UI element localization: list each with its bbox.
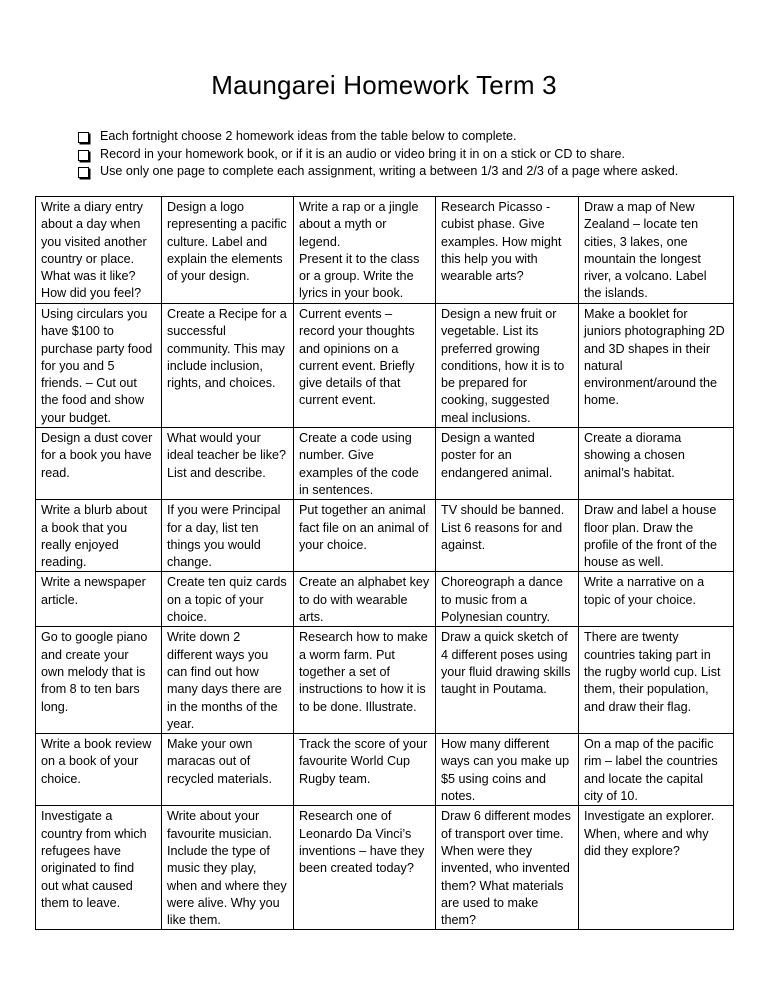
table-row	[36, 197, 734, 304]
homework-cell: Draw a map of New Zealand – locate ten cities, 3 lakes, one mountain the longest river, a volcano. Label the islands.	[579, 197, 734, 304]
homework-cell: If you were Principal for a day, list ten things you would change.	[162, 500, 294, 572]
homework-cell: What would your ideal teacher be like? List and describe.	[162, 428, 294, 500]
checkbox-bullet-icon	[78, 167, 89, 178]
homework-cell: Write about your favourite musician. Include the type of music they play, when and where they were alive. Why you like them.	[162, 806, 294, 930]
homework-cell: Create a Recipe for a successful community. This may include inclusion, rights, and choices.	[162, 304, 294, 428]
homework-cell: Research how to make a worm farm. Put together a set of instructions to how it is to be done. Illustrate.	[294, 627, 436, 734]
homework-cell: Write a diary entry about a day when you visited another country or place. What was it like? How did you feel?	[36, 197, 162, 304]
homework-cell: Draw a quick sketch of 4 different poses using your fluid drawing skills taught in Poutama.	[436, 627, 579, 734]
homework-cell: Go to google piano and create your own melody that is from 8 to ten bars long.	[36, 627, 162, 734]
homework-cell: Research Picasso - cubist phase. Give examples. How might this help you with wearable arts?	[436, 197, 579, 304]
homework-cell: TV should be banned. List 6 reasons for and against.	[436, 500, 579, 572]
homework-cell: Design a new fruit or vegetable. List its preferred growing conditions, how it is to be prepared for cooking, suggested meal inclusions.	[436, 304, 579, 428]
homework-cell: Write a rap or a jingle about a myth or legend. Present it to the class or a group. Write the lyrics in your book.	[294, 197, 436, 304]
instruction-text: Each fortnight choose 2 homework ideas from the table below to complete.	[100, 129, 517, 143]
checkbox-bullet-icon	[78, 150, 89, 161]
homework-cell: Choreograph a dance to music from a Polynesian country.	[436, 572, 579, 627]
homework-cell: Design a wanted poster for an endangered animal.	[436, 428, 579, 500]
homework-cell: On a map of the pacific rim – label the countries and locate the capital city of 10.	[579, 734, 734, 806]
homework-cell: Design a logo representing a pacific culture. Label and explain the elements of your design.	[162, 197, 294, 304]
table-row	[36, 304, 734, 428]
homework-cell: Create a code using number. Give examples of the code in sentences.	[294, 428, 436, 500]
page-title: Maungarei Homework Term 3	[211, 70, 557, 100]
checkbox-bullet-icon	[78, 132, 89, 143]
table-row	[36, 572, 734, 627]
homework-cell: Create ten quiz cards on a topic of your choice.	[162, 572, 294, 627]
homework-cell: Make a booklet for juniors photographing 2D and 3D shapes in their natural environment/around the home.	[579, 304, 734, 428]
homework-cell: Using circulars you have $100 to purchase party food for you and 5 friends. – Cut out the food and show your budget.	[36, 304, 162, 428]
homework-cell: Write a book review on a book of your choice.	[36, 734, 162, 806]
table-row	[36, 627, 734, 734]
homework-cell: How many different ways can you make up $5 using coins and notes.	[436, 734, 579, 806]
homework-cell: Write a narrative on a topic of your choice.	[579, 572, 734, 627]
homework-cell: Write a newspaper article.	[36, 572, 162, 627]
homework-cell: Create an alphabet key to do with wearable arts.	[294, 572, 436, 627]
table-row	[36, 734, 734, 806]
homework-cell: Draw 6 different modes of transport over time. When were they invented, who invented them? What materials are used to make them?	[436, 806, 579, 930]
homework-cell: Write a blurb about a book that you really enjoyed reading.	[36, 500, 162, 572]
homework-cell: There are twenty countries taking part in the rugby world cup. List them, their population, and draw their flag.	[579, 627, 734, 734]
homework-cell: Draw and label a house floor plan. Draw the profile of the front of the house as well.	[579, 500, 734, 572]
homework-cell: Research one of Leonardo Da Vinci’s inventions – have they been created today?	[294, 806, 436, 930]
table-row	[36, 806, 734, 930]
homework-cell: Design a dust cover for a book you have read.	[36, 428, 162, 500]
instruction-item	[78, 128, 678, 146]
instruction-text: Use only one page to complete each assignment, writing a between 1/3 and 2/3 of a page where asked.	[100, 164, 679, 178]
homework-cell: Investigate an explorer. When, where and why did they explore?	[579, 806, 734, 930]
homework-grid	[35, 196, 734, 930]
instructions-list	[78, 128, 678, 181]
homework-cell: Make your own maracas out of recycled materials.	[162, 734, 294, 806]
instruction-item	[78, 163, 678, 181]
homework-cell: Investigate a country from which refugees have originated to find out what caused them to leave.	[36, 806, 162, 930]
table-row	[36, 500, 734, 572]
homework-cell: Create a diorama showing a chosen animal’s habitat.	[579, 428, 734, 500]
instruction-item	[78, 146, 678, 164]
homework-cell: Current events – record your thoughts and opinions on a current event. Briefly give details of that current event.	[294, 304, 436, 428]
table-row	[36, 428, 734, 500]
homework-cell: Write down 2 different ways you can find out how many days there are in the months of the year.	[162, 627, 294, 734]
homework-cell: Put together an animal fact file on an animal of your choice.	[294, 500, 436, 572]
homework-cell: Track the score of your favourite World Cup Rugby team.	[294, 734, 436, 806]
instruction-text: Record in your homework book, or if it is an audio or video bring it in on a stick or CD to share.	[100, 146, 625, 161]
